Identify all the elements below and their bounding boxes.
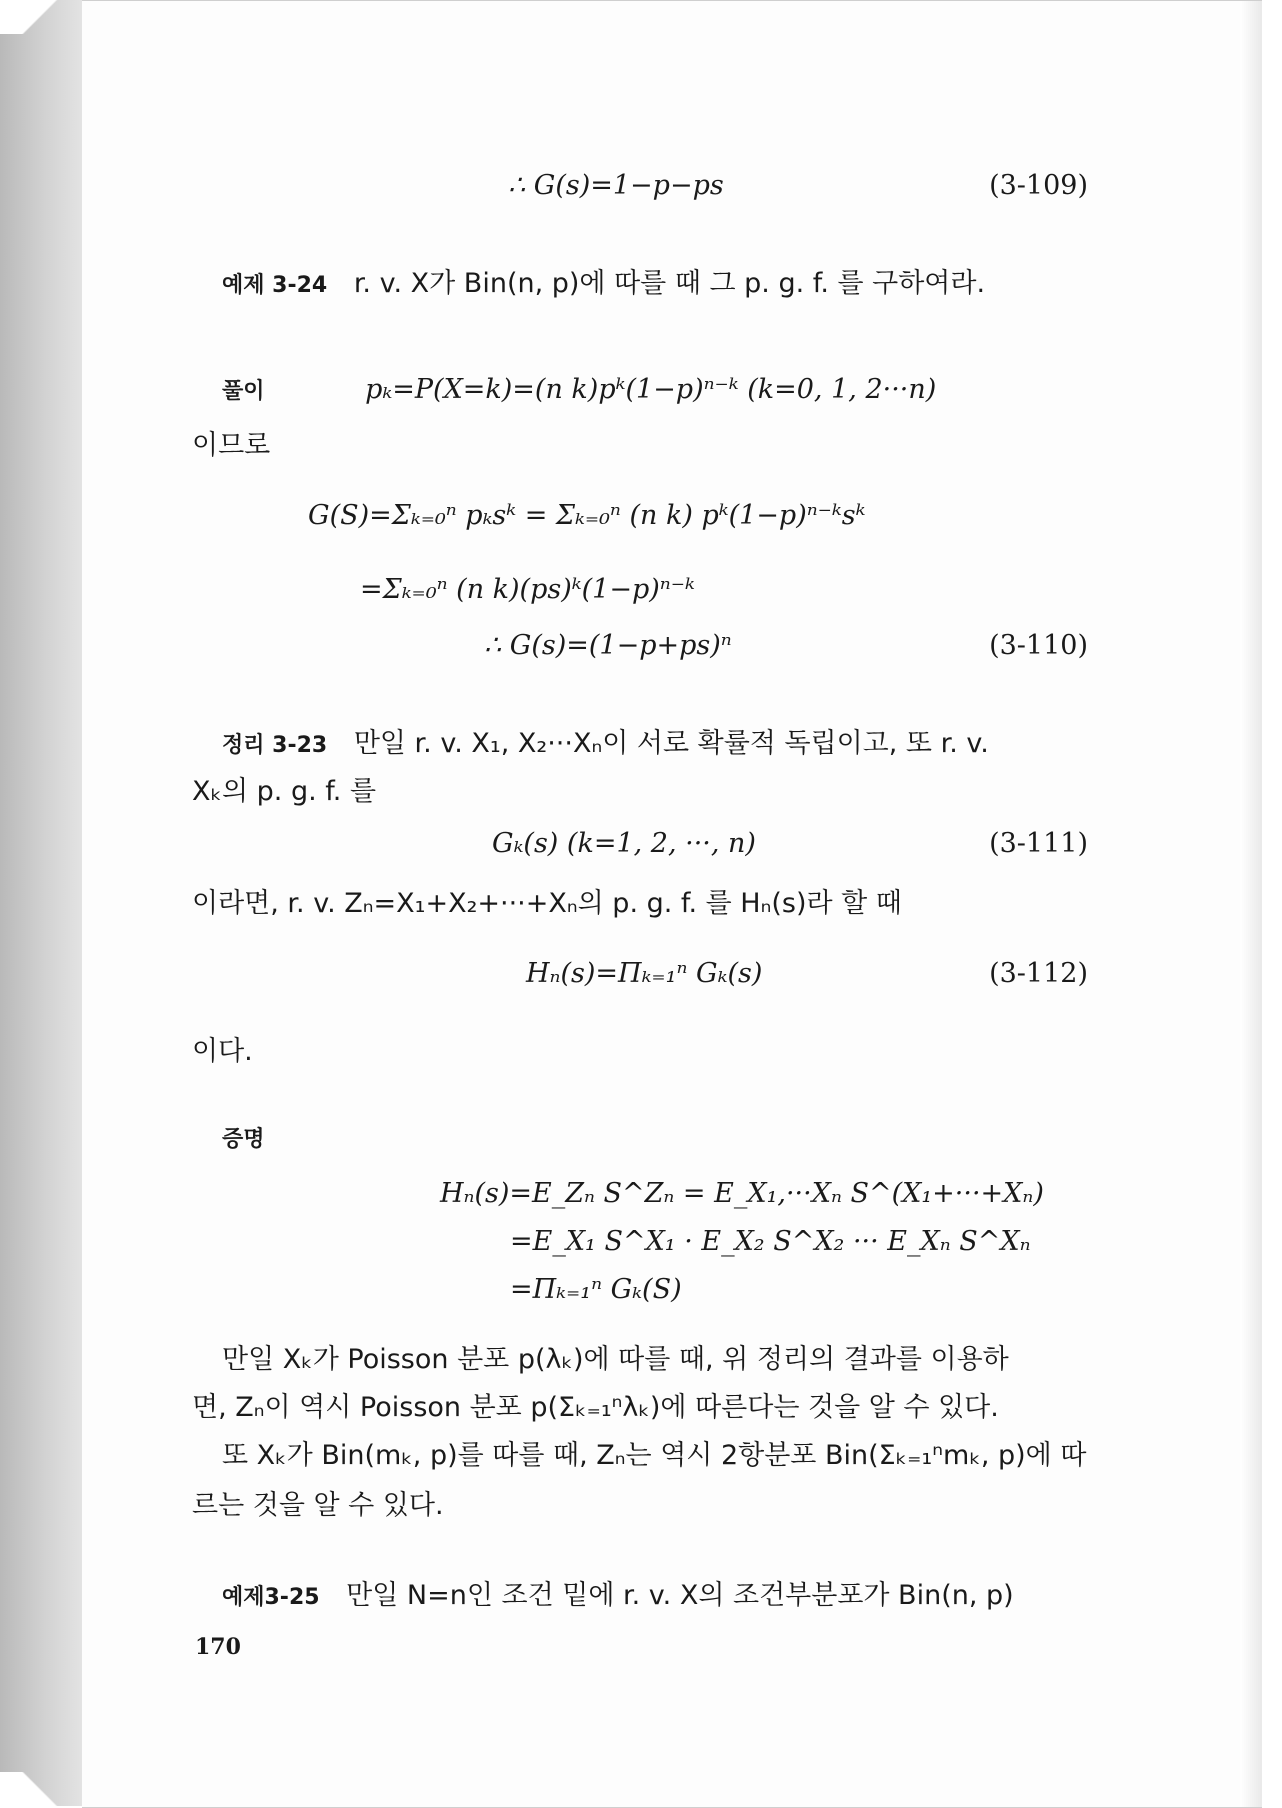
equation-3-111: Gₖ(s) (k=1, 2, ···, n) xyxy=(492,828,756,859)
example-3-25 xyxy=(222,1580,1014,1614)
example-text: r. v. X가 Bin(n, p)에 따를 때 그 p. g. f. 를 구하여라. xyxy=(353,268,986,299)
theorem-line-2: Xₖ의 p. g. f. 를 xyxy=(192,776,377,807)
equation-number-3-111: (3-111) xyxy=(989,828,1088,859)
example-label: 예제3-25 xyxy=(222,1585,320,1610)
example-text: 만일 N=n인 조건 밑에 r. v. X의 조건부분포가 Bin(n, p) xyxy=(346,1580,1014,1611)
paragraph-2-line-2: 르는 것을 알 수 있다. xyxy=(192,1490,444,1521)
equation-number-3-110: (3-110) xyxy=(989,630,1088,661)
gs-line-3: ∴ G(s)=(1−p+ps)ⁿ xyxy=(484,630,732,661)
equation-3-109: ∴ G(s)=1−p−ps xyxy=(508,170,724,201)
proof-line-1: Hₙ(s)=E_Zₙ S^Zₙ = E_X₁,···Xₙ S^(X₁+···+Xₙ) xyxy=(440,1178,1044,1209)
page-number: 170 xyxy=(195,1634,241,1660)
theorem-conclusion: 이다. xyxy=(192,1036,253,1067)
connective-text: 이므로 xyxy=(192,430,271,461)
solution xyxy=(222,374,936,408)
theorem-label: 정리 3-23 xyxy=(222,733,328,758)
theorem-statement: 이라면, r. v. Zₙ=X₁+X₂+···+Xₙ의 p. g. f. 를 Hₙ(s)라 할 때 xyxy=(192,888,902,919)
proof-line-2: =E_X₁ S^X₁ · E_X₂ S^X₂ ··· E_Xₙ S^Xₙ xyxy=(510,1226,1031,1257)
theorem-line-1: 만일 r. v. X₁, X₂···Xₙ이 서로 확률적 독립이고, 또 r. v. xyxy=(353,728,989,759)
equation-3-112: Hₙ(s)=Πₖ₌₁ⁿ Gₖ(s) xyxy=(526,958,763,989)
paragraph-1-line-1: 만일 Xₖ가 Poisson 분포 p(λₖ)에 따를 때, 위 정리의 결과를 이용하 xyxy=(222,1344,1009,1375)
equation-number-3-112: (3-112) xyxy=(989,958,1088,989)
equation-number-3-109: (3-109) xyxy=(989,170,1088,201)
solution-label: 풀이 xyxy=(222,379,265,404)
example-3-24 xyxy=(222,268,985,302)
theorem-3-23 xyxy=(222,728,989,762)
proof-label: 증명 xyxy=(222,1127,265,1152)
gs-line-2: =Σₖ₌₀ⁿ (n k)(ps)ᵏ(1−p)ⁿ⁻ᵏ xyxy=(360,574,695,605)
solution-formula: pₖ=P(X=k)=(n k)pᵏ(1−p)ⁿ⁻ᵏ (k=0, 1, 2···n) xyxy=(365,374,937,405)
paragraph-2-line-1: 또 Xₖ가 Bin(mₖ, p)를 따를 때, Zₙ는 역시 2항분포 Bin(Σₖ₌₁ⁿmₖ, p)에 따 xyxy=(222,1440,1087,1471)
gs-line-1: G(S)=Σₖ₌₀ⁿ pₖsᵏ = Σₖ₌₀ⁿ (n k) pᵏ(1−p)ⁿ⁻ᵏsᵏ xyxy=(308,500,866,531)
page-shadow xyxy=(1240,1,1262,1807)
example-label: 예제 3-24 xyxy=(222,273,328,298)
proof-line-3: =Πₖ₌₁ⁿ Gₖ(S) xyxy=(510,1274,682,1305)
book-edge xyxy=(0,0,83,1806)
paragraph-1-line-2: 면, Zₙ이 역시 Poisson 분포 p(Σₖ₌₁ⁿλₖ)에 따른다는 것을 알 수 있다. xyxy=(192,1392,999,1423)
